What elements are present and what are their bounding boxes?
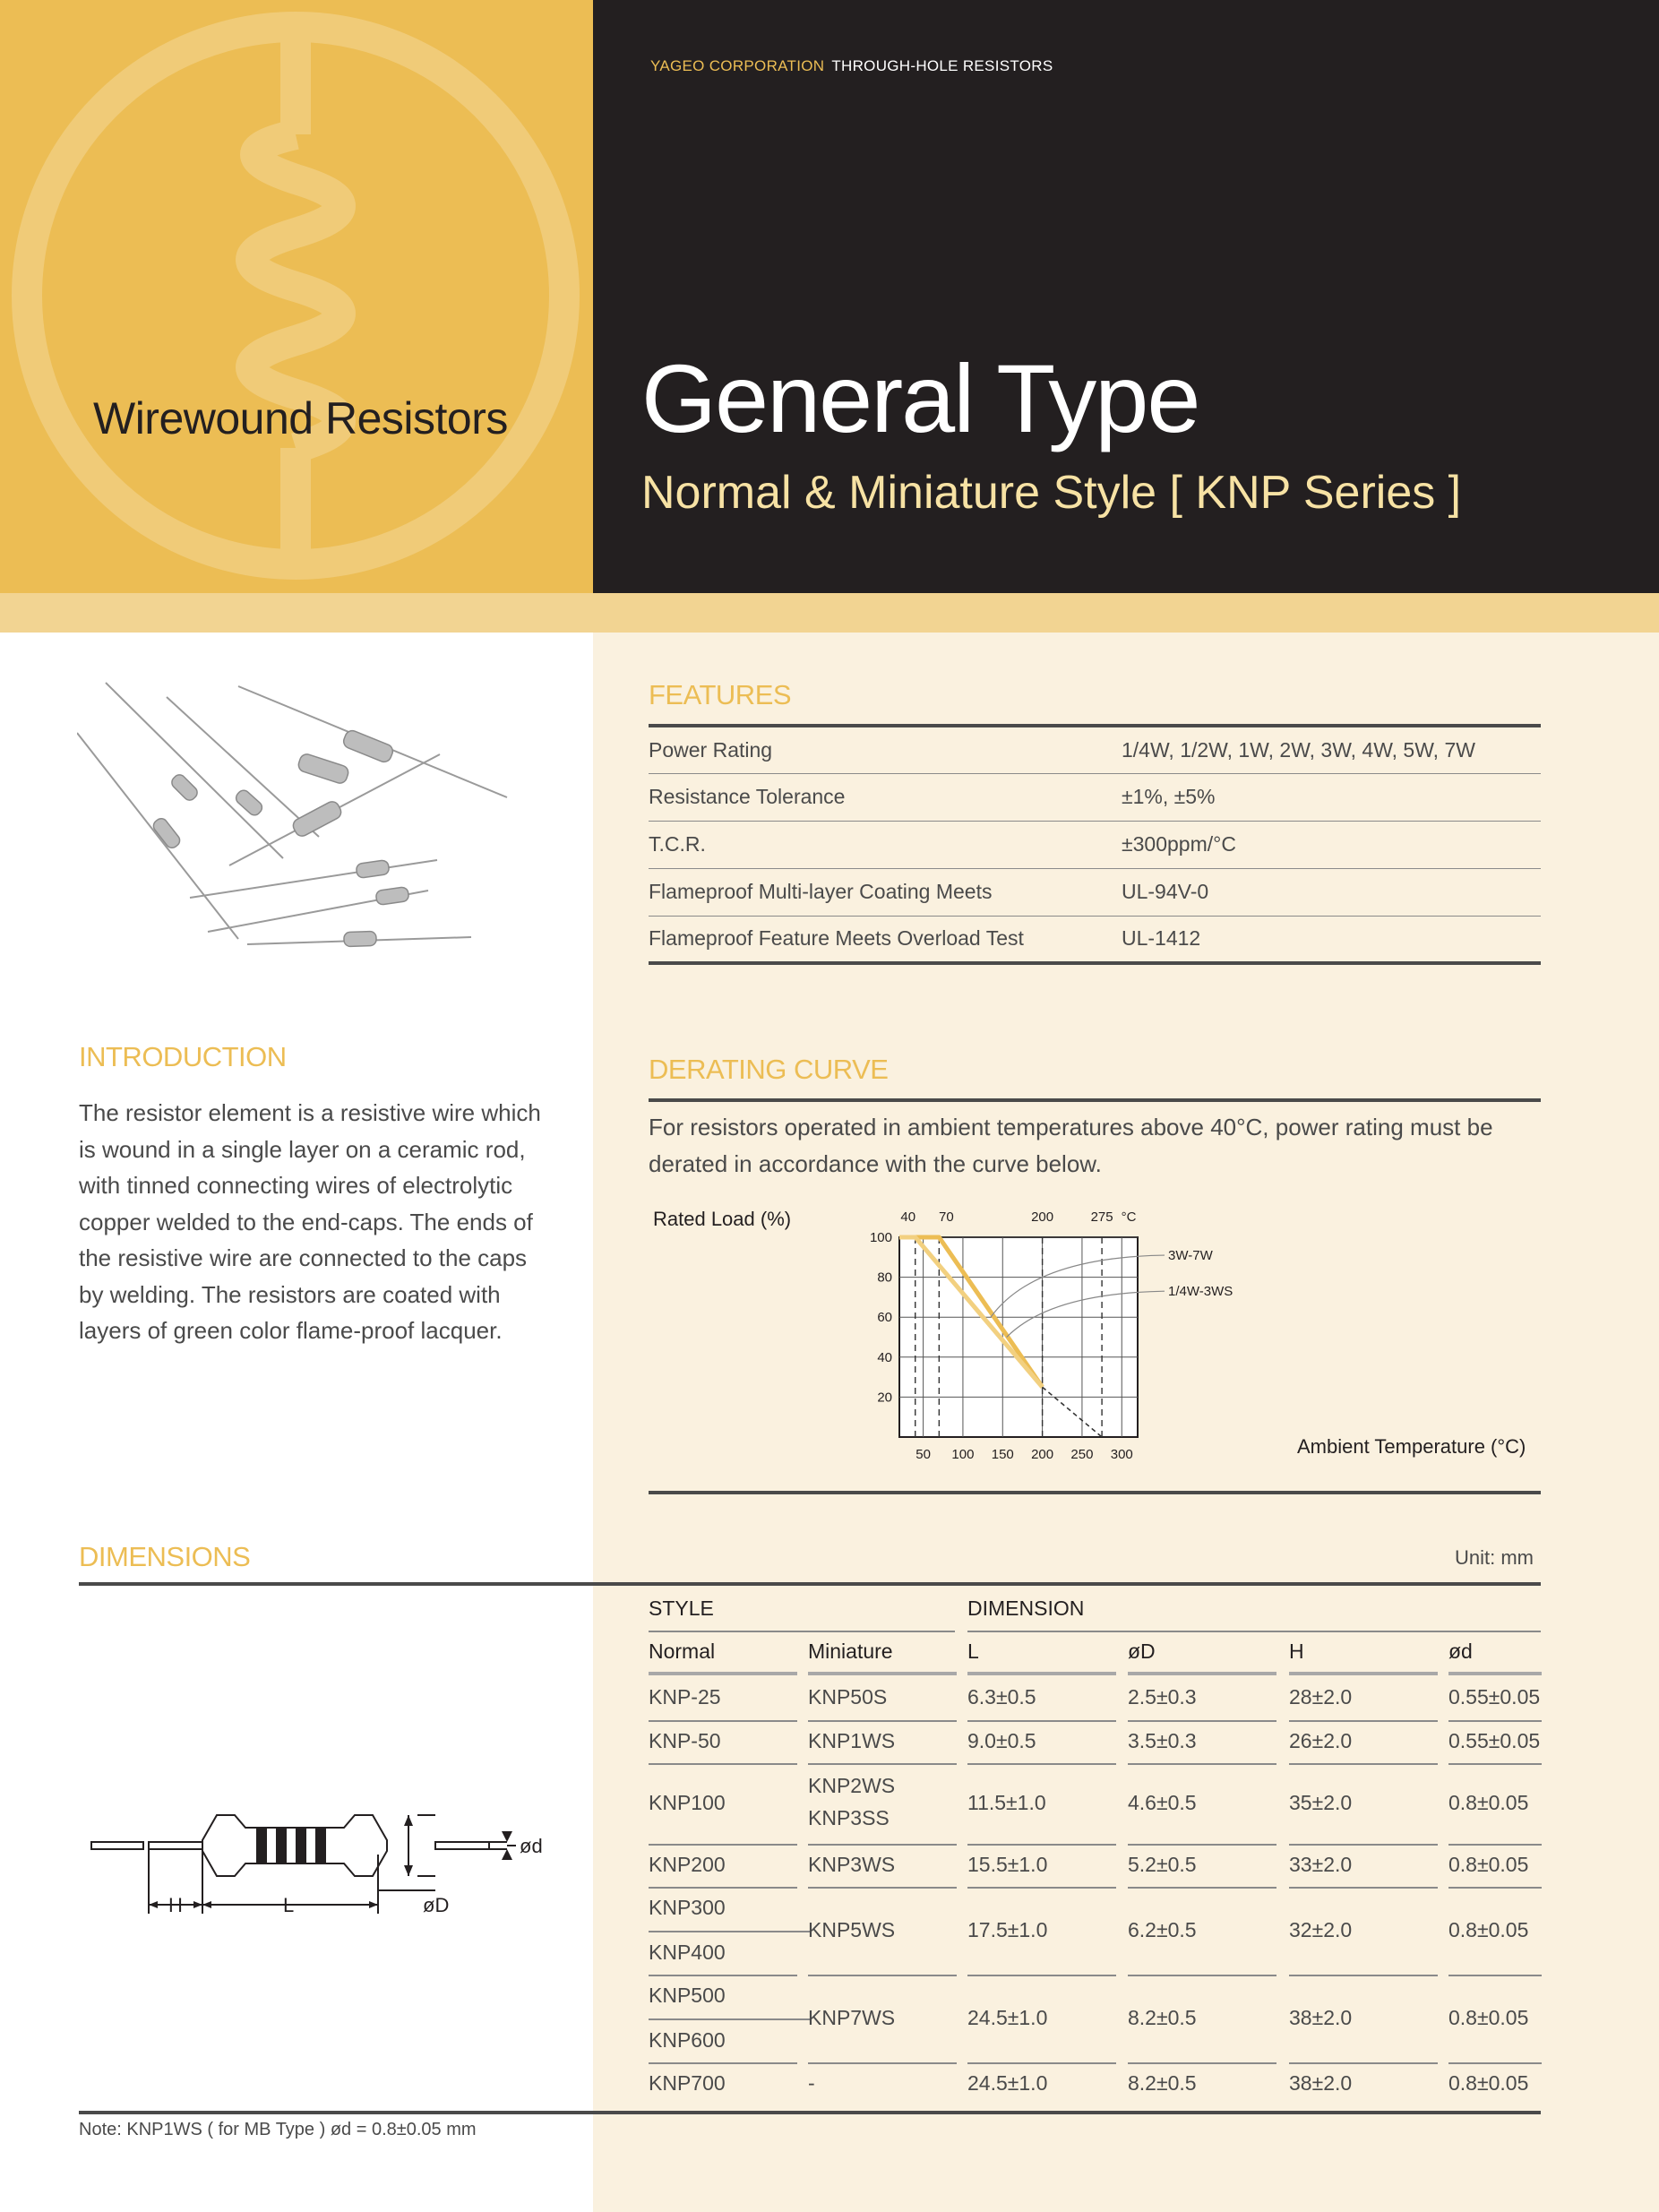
table-cell-h: 33±2.0 — [1289, 1853, 1353, 1876]
chart-x-tick-label: 300 — [1110, 1447, 1133, 1462]
table-row-divider — [1448, 1763, 1542, 1765]
feature-value: ±1%, ±5% — [1122, 773, 1541, 821]
column-header: øD — [1128, 1640, 1156, 1663]
table-row-divider — [649, 1720, 797, 1722]
chart-y-tick-label: 60 — [877, 1310, 892, 1326]
introduction-text: The resistor element is a resistive wire which is wound in a single layer on a ceramic rod, with tinned connecting wires of electrolytic copper welded to the end-caps. The ends of the resistive wire are connected to the caps by welding. The resistors are coated with layers of green color flame-proof lacquer. — [79, 1099, 541, 1344]
divider — [79, 2111, 1541, 2114]
diagram-label-od: øD — [423, 1894, 450, 1916]
chart-x-tick-label: 200 — [1031, 1447, 1054, 1462]
table-cell-h: 35±2.0 — [1289, 1791, 1353, 1814]
table-row-divider — [1128, 2062, 1276, 2064]
table-row-divider — [649, 1887, 797, 1889]
column-header: Normal — [649, 1640, 716, 1663]
product-category: THROUGH-HOLE RESISTORS — [831, 57, 1053, 74]
divider — [1448, 1672, 1542, 1675]
table-cell-h: 38±2.0 — [1289, 2006, 1353, 2029]
table-cell-d: 3.5±0.3 — [1128, 1729, 1197, 1752]
feature-value: 1/4W, 1/2W, 1W, 2W, 3W, 4W, 5W, 7W — [1122, 726, 1541, 773]
table-cell-d: 0.8±0.05 — [1448, 1853, 1529, 1876]
table-cell-l: 24.5±1.0 — [967, 2006, 1048, 2029]
table-row-divider — [1289, 1887, 1438, 1889]
feature-value: UL-1412 — [1122, 926, 1201, 951]
column-header: L — [967, 1640, 979, 1663]
feature-label: T.C.R. — [649, 821, 1122, 868]
divider — [649, 1631, 955, 1632]
chart-legend-label: 3W-7W — [1168, 1248, 1213, 1264]
table-cell-d: 4.6±0.5 — [1128, 1791, 1197, 1814]
diagram-label-l: L — [283, 1894, 295, 1916]
table-cell-d: 0.8±0.05 — [1448, 1791, 1529, 1814]
chart-y-tick-label: 40 — [877, 1349, 892, 1365]
chart-y-label: Rated Load (%) — [653, 1208, 792, 1230]
table-cell-d: 0.8±0.05 — [1448, 2006, 1529, 2029]
chart-y-tick-label: 20 — [877, 1390, 892, 1406]
table-row-divider — [808, 1975, 957, 1976]
column-header: ød — [1448, 1640, 1473, 1663]
table-cell-normal: KNP500 — [649, 1984, 726, 2007]
chart-y-tick-label: 100 — [869, 1230, 892, 1245]
table-cell-l: 15.5±1.0 — [967, 1853, 1048, 1876]
feature-label: Flameproof Multi-layer Coating Meets — [649, 868, 1122, 916]
table-row-divider — [1448, 1844, 1542, 1846]
table-cell-normal: KNP600 — [649, 2028, 726, 2052]
table-cell-mini: KNP3WS — [808, 1853, 896, 1876]
divider — [649, 1672, 797, 1675]
divider — [649, 1098, 1541, 1102]
style-header: STYLE — [649, 1597, 714, 1620]
feature-label: Power Rating — [649, 726, 1122, 773]
table-row-divider — [808, 1720, 957, 1722]
table-row-divider — [808, 2062, 957, 2064]
table-cell-mini: KNP7WS — [808, 2006, 896, 2029]
page-title: General Type — [641, 344, 1199, 452]
chart-top-tick-label: 275 — [1090, 1209, 1113, 1225]
feature-value: ±300ppm/°C — [1122, 821, 1541, 868]
table-row-divider — [1128, 1763, 1276, 1765]
table-cell-l: 17.5±1.0 — [967, 1918, 1048, 1941]
table-cell-normal: KNP-25 — [649, 1685, 721, 1708]
chart-top-tick-label: 70 — [938, 1209, 954, 1225]
divider — [1128, 1672, 1276, 1675]
table-cell-d: 0.55±0.05 — [1448, 1685, 1541, 1708]
table-row-divider — [1289, 1844, 1438, 1846]
divider — [649, 1491, 1541, 1494]
table-row — [649, 868, 1541, 916]
resistor-logo-watermark — [0, 0, 593, 593]
table-cell-d: 8.2±0.5 — [1128, 2071, 1197, 2095]
company-name: YAGEO CORPORATION — [650, 57, 825, 74]
table-row-divider — [808, 1844, 957, 1846]
chart-top-unit: °C — [1121, 1209, 1137, 1225]
unit-label: Unit: mm — [1455, 1546, 1534, 1569]
diagram-label-wire-d: ød — [520, 1835, 543, 1857]
table-row-divider — [1128, 1720, 1276, 1722]
column-header: Miniature — [808, 1640, 893, 1663]
table-cell-d: 8.2±0.5 — [1128, 2006, 1197, 2029]
dimension-header: DIMENSION — [967, 1597, 1085, 1620]
resistor-dimension-diagram — [86, 1801, 570, 1935]
table-row — [649, 726, 1541, 773]
table-cell-h: 26±2.0 — [1289, 1729, 1353, 1752]
divider — [808, 1672, 957, 1675]
page-subtitle: Normal & Miniature Style [ KNP Series ] — [641, 467, 1462, 519]
feature-label: Resistance Tolerance — [649, 773, 1122, 821]
table-row-divider — [967, 1975, 1116, 1976]
table-cell-d: 0.8±0.05 — [1448, 2071, 1529, 2095]
table-row-divider — [967, 1887, 1116, 1889]
table-cell-l: 24.5±1.0 — [967, 2071, 1048, 2095]
table-cell-miniature: KNP3SS — [808, 1806, 890, 1829]
divider — [649, 2018, 810, 2020]
table-cell-miniature: KNP2WS — [808, 1774, 896, 1797]
table-row-divider — [967, 1720, 1116, 1722]
product-family-title: Wirewound Resistors — [93, 393, 508, 443]
feature-value: UL-94V-0 — [1122, 868, 1541, 916]
table-row-divider — [808, 1887, 957, 1889]
derating-chart — [842, 1196, 1272, 1469]
table-row — [649, 773, 1541, 821]
table-cell-h: 28±2.0 — [1289, 1685, 1353, 1708]
table-row-divider — [1128, 1887, 1276, 1889]
table-cell-normal: KNP300 — [649, 1896, 726, 1919]
table-row-divider — [649, 1763, 797, 1765]
diagram-label-h: H — [168, 1894, 183, 1916]
table-row-divider — [1448, 1975, 1542, 1976]
table-cell-l: 6.3±0.5 — [967, 1685, 1036, 1708]
table-cell-normal: KNP100 — [649, 1791, 726, 1814]
divider — [967, 1631, 1541, 1632]
table-row — [649, 821, 1541, 868]
table-cell-normal: KNP-50 — [649, 1729, 721, 1752]
table-row-divider — [649, 1844, 797, 1846]
table-cell-normal: KNP200 — [649, 1853, 726, 1876]
table-cell-d: 0.55±0.05 — [1448, 1729, 1541, 1752]
table-row-divider — [1289, 2062, 1438, 2064]
chart-x-tick-label: 50 — [915, 1447, 931, 1462]
table-cell-h: 32±2.0 — [1289, 1918, 1353, 1941]
table-cell-l: 9.0±0.5 — [967, 1729, 1036, 1752]
header-stripe — [0, 593, 1659, 633]
table-cell-h: 38±2.0 — [1289, 2071, 1353, 2095]
divider — [1289, 1672, 1438, 1675]
table-cell-mini: KNP1WS — [808, 1729, 896, 1752]
chart-x-label: Ambient Temperature (°C) — [1297, 1435, 1526, 1458]
brand-line — [650, 57, 1053, 75]
introduction-heading: INTRODUCTION — [79, 1041, 287, 1072]
divider — [649, 1931, 810, 1932]
table-row-divider — [808, 1763, 957, 1765]
divider — [967, 1672, 1116, 1675]
table-row-divider — [1448, 1720, 1542, 1722]
table-row-divider — [649, 2062, 797, 2064]
chart-y-tick-label: 80 — [877, 1270, 892, 1286]
header-yellow-panel — [0, 0, 593, 593]
features-heading: FEATURES — [649, 679, 792, 710]
table-row-divider — [1128, 1844, 1276, 1846]
dimensions-note: Note: KNP1WS ( for MB Type ) ød = 0.8±0.05 mm — [79, 2120, 477, 2139]
table-cell-mini: KNP5WS — [808, 1918, 896, 1941]
chart-x-tick-label: 250 — [1070, 1447, 1094, 1462]
feature-label: Flameproof Feature Meets Overload Test — [649, 926, 1024, 951]
table-cell-d: 6.2±0.5 — [1128, 1918, 1197, 1941]
chart-x-tick-label: 100 — [951, 1447, 975, 1462]
dimensions-heading: DIMENSIONS — [79, 1541, 251, 1572]
table-cell-normal: KNP400 — [649, 1941, 726, 1964]
product-photo — [77, 677, 525, 955]
table-row-divider — [967, 2062, 1116, 2064]
table-cell-l: 11.5±1.0 — [967, 1791, 1046, 1814]
table-cell-d: 2.5±0.3 — [1128, 1685, 1197, 1708]
table-row-divider — [967, 1763, 1116, 1765]
column-header: H — [1289, 1640, 1304, 1663]
chart-x-tick-label: 150 — [991, 1447, 1014, 1462]
chart-top-tick-label: 200 — [1031, 1209, 1054, 1225]
table-cell-d: 0.8±0.05 — [1448, 1918, 1529, 1941]
table-row-divider — [1289, 1763, 1438, 1765]
table-row-divider — [649, 1975, 797, 1976]
table-cell-mini: KNP50S — [808, 1685, 888, 1708]
derating-heading: DERATING CURVE — [649, 1054, 889, 1085]
table-row-divider — [967, 1844, 1116, 1846]
features-table — [649, 724, 1541, 965]
table-row-divider — [1448, 1887, 1542, 1889]
derating-description: For resistors operated in ambient temperatures above 40°C, power rating must be derated in accordance with the curve below. — [649, 1114, 1493, 1177]
table-row-divider — [1289, 1720, 1438, 1722]
table-cell-mini: - — [808, 2071, 815, 2095]
chart-top-tick-label: 40 — [900, 1209, 916, 1225]
table-cell-d: 5.2±0.5 — [1128, 1853, 1197, 1876]
table-row-divider — [1448, 2062, 1542, 2064]
chart-legend-label: 1/4W-3WS — [1168, 1284, 1234, 1300]
table-row-divider — [1289, 1975, 1438, 1976]
table-row-divider — [1128, 1975, 1276, 1976]
divider — [79, 1582, 1541, 1586]
table-cell-normal: KNP700 — [649, 2071, 726, 2095]
table-row — [649, 916, 1541, 963]
